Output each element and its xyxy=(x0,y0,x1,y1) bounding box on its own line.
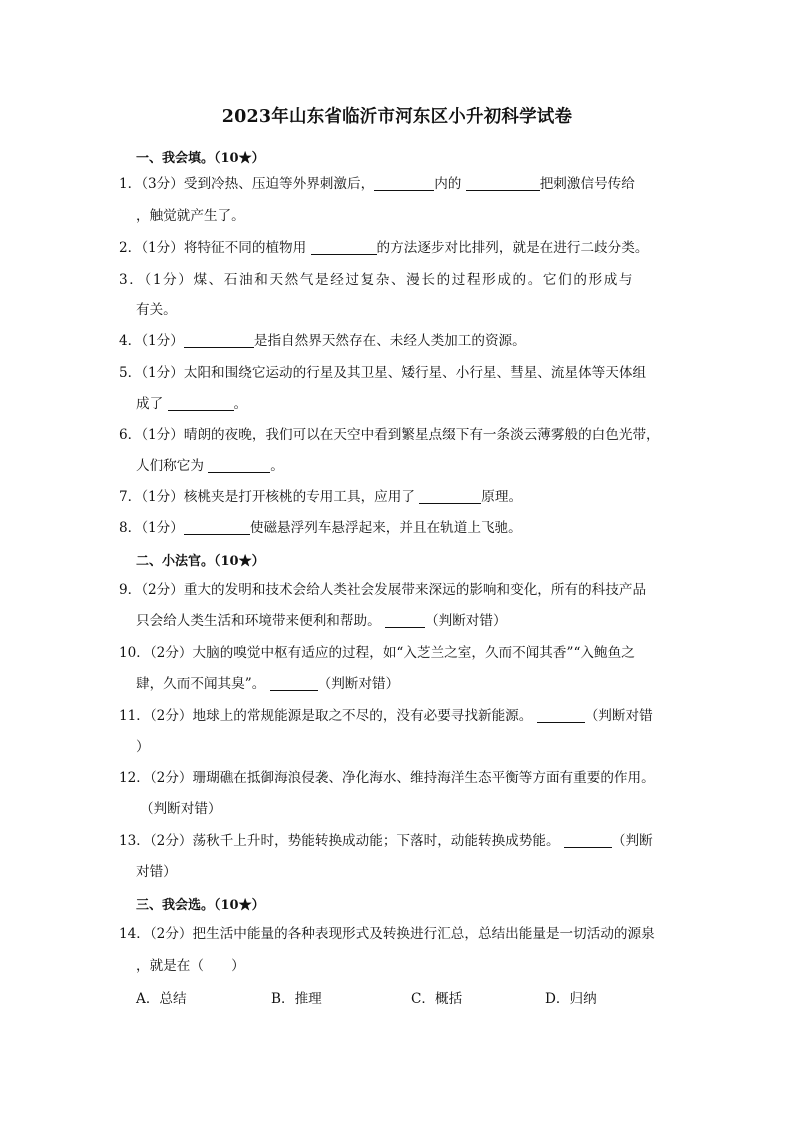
answer-blank[interactable] xyxy=(419,489,481,504)
section-heading-judge: 二、小法官。（10★） xyxy=(136,554,265,569)
answer-blank[interactable] xyxy=(564,833,612,848)
answer-blank[interactable] xyxy=(208,458,270,473)
question-text: 的方法逐步对比排列，就是在进行二歧分类。 xyxy=(376,240,649,256)
question-11-line-2: ） xyxy=(136,739,150,755)
question-9-line-1: 9．（2分）重大的发明和技术会给人类社会发展带来深远的影响和变化，所有的科技产品 xyxy=(119,582,647,598)
option-a[interactable]: A．总结 xyxy=(136,991,187,1007)
question-text: 1．（3分）受到冷热、压迫等外界刺激后， xyxy=(119,176,375,192)
answer-blank[interactable] xyxy=(537,708,585,723)
question-text: 13．（2分）荡秋千上升时，势能转换成动能；下落时，动能转换成势能。 xyxy=(119,833,560,849)
question-5-line-2 xyxy=(136,394,247,414)
question-text: 2．（1分）将特征不同的植物用 xyxy=(119,240,307,256)
answer-blank[interactable] xyxy=(270,676,318,691)
question-text: （判断对错） xyxy=(140,801,222,817)
answer-blank[interactable] xyxy=(374,176,434,191)
question-text: （判断对错 xyxy=(584,708,653,724)
question-text: 使磁悬浮列车悬浮起来，并且在轨道上飞驰。 xyxy=(249,520,522,536)
option-b[interactable]: B．推理 xyxy=(271,991,322,1007)
option-c[interactable]: C．概括 xyxy=(411,991,463,1007)
question-text: 成了 xyxy=(136,396,164,412)
option-d[interactable]: D．归纳 xyxy=(545,991,597,1007)
answer-blank[interactable] xyxy=(311,240,377,255)
question-text: 原理。 xyxy=(481,489,523,505)
question-7 xyxy=(119,487,522,507)
question-10-line-1: 10．（2分）大脑的嗅觉中枢有适应的过程，如“入芝兰之室，久而不闻其香”“入鲍鱼之 xyxy=(119,645,635,661)
question-text: （判断对错） xyxy=(317,676,400,692)
question-text: 内的 xyxy=(434,176,462,192)
question-text: 只会给人类生活和环境带来便利和帮助。 xyxy=(136,613,381,629)
answer-blank[interactable] xyxy=(168,396,234,411)
question-12-line-2 xyxy=(136,799,222,819)
question-text: 4．（1分） xyxy=(119,333,184,349)
question-13-line-2: 对错） xyxy=(136,864,177,880)
question-9-line-2 xyxy=(136,611,507,631)
question-text: 把刺激信号传给 xyxy=(539,176,635,192)
question-text: 。 xyxy=(270,458,284,474)
question-text: 人们称它为 xyxy=(136,458,204,474)
question-text: 。 xyxy=(233,396,248,412)
question-13-line-1 xyxy=(119,831,653,851)
question-1-line-2: ，触觉就产生了。 xyxy=(136,208,245,224)
question-text: 肆，久而不闻其臭”。 xyxy=(136,676,266,692)
answer-blank[interactable] xyxy=(466,176,540,191)
answer-blank[interactable] xyxy=(184,520,250,535)
section-heading-fill: 一、我会填。（10★） xyxy=(136,151,265,166)
question-14-line-2: ，就是在（ ） xyxy=(136,958,245,974)
question-1-line-1 xyxy=(119,174,635,194)
question-text: 8．（1分） xyxy=(119,520,184,536)
question-2 xyxy=(119,238,648,258)
question-12-line-1: 12．（2分）珊瑚礁在抵御海浪侵袭、净化海水、维持海洋生态平衡等方面有重要的作用。 xyxy=(119,770,655,786)
question-6-line-2 xyxy=(136,456,284,476)
question-text: （判断对错） xyxy=(425,613,507,629)
question-10-line-2 xyxy=(136,674,399,694)
section-heading-choice: 三、我会选。（10★） xyxy=(136,898,265,913)
question-11-line-1 xyxy=(119,706,653,726)
question-5-line-1: 5．（1分）太阳和围绕它运动的行星及其卫星、矮行星、小行星、彗星、流星体等天体组 xyxy=(119,365,647,381)
question-6-line-1: 6．（1分）晴朗的夜晚，我们可以在天空中看到繁星点缀下有一条淡云薄雾般的白色光带， xyxy=(119,427,660,443)
question-3-line-1: 3．（1分）煤、石油和天然气是经过复杂、漫长的过程形成的。它们的形成与 xyxy=(119,272,635,288)
answer-blank[interactable] xyxy=(184,333,254,348)
question-text: （判断 xyxy=(611,833,653,849)
question-text: 11．（2分）地球上的常规能源是取之不尽的，没有必要寻找新能源。 xyxy=(119,708,533,724)
question-14-line-1: 14．（2分）把生活中能量的各种表现形式及转换进行汇总，总结出能量是一切活动的源泉 xyxy=(119,926,655,942)
answer-blank[interactable] xyxy=(385,613,425,628)
question-3-line-2: 有关。 xyxy=(136,302,177,318)
question-4 xyxy=(119,331,526,351)
question-text: 7．（1分）核桃夹是打开核桃的专用工具，应用了 xyxy=(119,489,415,505)
page-title: 2023年山东省临沂市河东区小升初科学试卷 xyxy=(221,107,573,127)
question-text: 是指自然界天然存在、未经人类加工的资源。 xyxy=(253,333,526,349)
question-8 xyxy=(119,518,522,538)
